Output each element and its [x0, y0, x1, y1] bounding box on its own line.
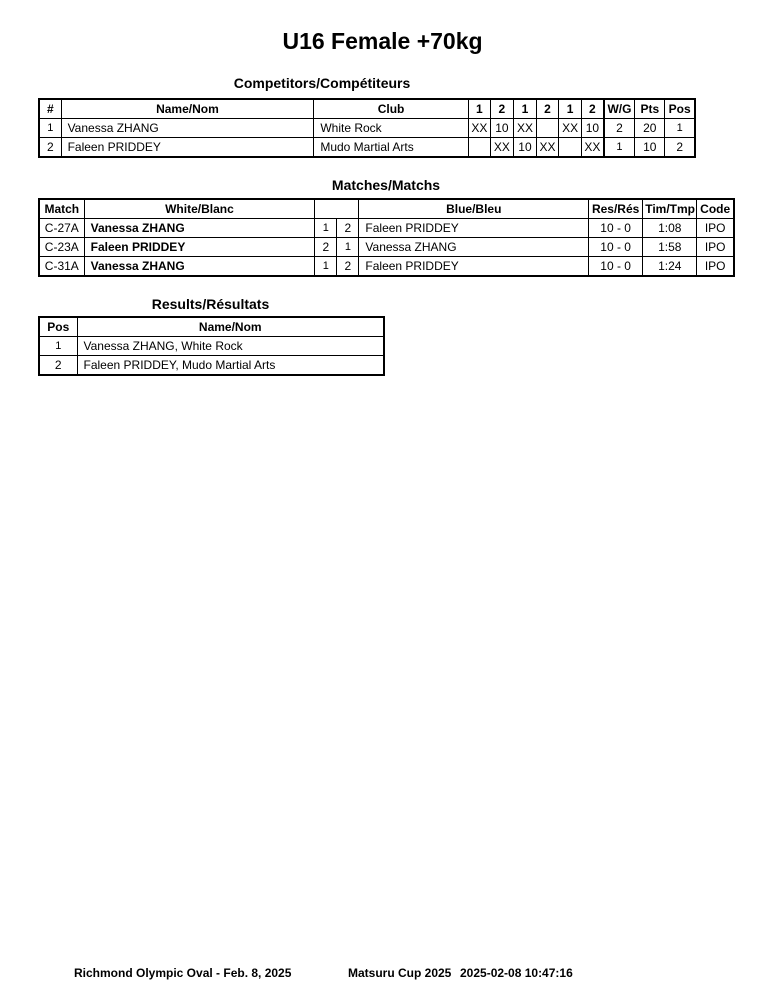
competitors-header-row — [39, 99, 695, 119]
competitor-num: 1 — [39, 119, 61, 138]
match-result: 10 - 0 — [589, 238, 643, 257]
match-white-num: 1 — [315, 257, 337, 277]
competitor-wg: 2 — [604, 119, 635, 138]
match-white-name: Faleen PRIDDEY — [84, 238, 315, 257]
score-cell: XX — [468, 119, 490, 138]
competitor-club: Mudo Martial Arts — [314, 138, 468, 158]
match-white-num: 2 — [315, 238, 337, 257]
score-cell: XX — [582, 138, 604, 158]
col-header-time: Tim/Tmp — [643, 199, 697, 219]
matches-header-row — [39, 199, 734, 219]
score-cell: XX — [490, 138, 513, 158]
table-row — [39, 238, 734, 257]
result-pos: 1 — [39, 337, 77, 356]
table-row — [39, 257, 734, 277]
col-header-score-5: 1 — [559, 99, 582, 119]
match-white-num: 1 — [315, 219, 337, 238]
footer-timestamp: 2025-02-08 10:47:16 — [460, 966, 573, 980]
competitor-name: Vanessa ZHANG — [61, 119, 314, 138]
col-header-num: # — [39, 99, 61, 119]
footer-venue: Richmond Olympic Oval - Feb. 8, 2025 — [74, 966, 292, 980]
competitors-heading: Competitors/Compétiteurs — [233, 75, 411, 91]
match-white-name: Vanessa ZHANG — [84, 219, 315, 238]
competitor-club: White Rock — [314, 119, 468, 138]
competitor-pos: 2 — [665, 138, 695, 158]
footer-event: Matsuru Cup 2025 — [348, 966, 452, 980]
match-code: IPO — [697, 257, 734, 277]
score-cell — [536, 119, 558, 138]
match-blue-name: Vanessa ZHANG — [359, 238, 589, 257]
match-blue-name: Faleen PRIDDEY — [359, 219, 589, 238]
col-header-score-4: 2 — [536, 99, 558, 119]
results-heading: Results/Résultats — [151, 296, 270, 312]
col-header-blue: Blue/Bleu — [359, 199, 589, 219]
col-header-spacer — [315, 199, 337, 219]
table-row — [39, 337, 384, 356]
page-title: U16 Female +70kg — [282, 28, 483, 54]
match-blue-num: 2 — [337, 219, 359, 238]
table-row — [39, 356, 384, 376]
competitor-wg: 1 — [604, 138, 635, 158]
match-id: C-27A — [39, 219, 84, 238]
match-white-name: Vanessa ZHANG — [84, 257, 315, 277]
table-row — [39, 138, 695, 158]
col-header-name: Name/Nom — [61, 99, 314, 119]
col-header-club: Club — [314, 99, 468, 119]
col-header-res: Res/Rés — [589, 199, 643, 219]
match-blue-name: Faleen PRIDDEY — [359, 257, 589, 277]
competitor-num: 2 — [39, 138, 61, 158]
match-result: 10 - 0 — [589, 257, 643, 277]
competitor-pts: 20 — [635, 119, 665, 138]
col-header-wg: W/G — [604, 99, 635, 119]
competitor-name: Faleen PRIDDEY — [61, 138, 314, 158]
col-header-score-1: 1 — [468, 99, 490, 119]
score-cell: 10 — [582, 119, 604, 138]
result-name: Vanessa ZHANG, White Rock — [77, 337, 384, 356]
match-time: 1:08 — [643, 219, 697, 238]
table-row — [39, 219, 734, 238]
matches-heading: Matches/Matchs — [331, 177, 441, 193]
score-cell — [559, 138, 582, 158]
competitors-table — [38, 98, 696, 158]
match-id: C-31A — [39, 257, 84, 277]
col-header-match: Match — [39, 199, 84, 219]
col-header-white: White/Blanc — [84, 199, 315, 219]
table-row — [39, 119, 695, 138]
match-code: IPO — [697, 219, 734, 238]
col-header-pos: Pos — [665, 99, 695, 119]
match-id: C-23A — [39, 238, 84, 257]
col-header-name: Name/Nom — [77, 317, 384, 337]
results-table — [38, 316, 385, 376]
match-blue-num: 2 — [337, 257, 359, 277]
score-cell — [468, 138, 490, 158]
matches-table — [38, 198, 735, 277]
score-cell: XX — [536, 138, 558, 158]
col-header-pos: Pos — [39, 317, 77, 337]
score-cell: XX — [513, 119, 536, 138]
match-time: 1:24 — [643, 257, 697, 277]
match-result: 10 - 0 — [589, 219, 643, 238]
match-blue-num: 1 — [337, 238, 359, 257]
results-header-row — [39, 317, 384, 337]
score-cell: 10 — [513, 138, 536, 158]
competitor-pos: 1 — [665, 119, 695, 138]
match-code: IPO — [697, 238, 734, 257]
col-header-score-6: 2 — [582, 99, 604, 119]
match-time: 1:58 — [643, 238, 697, 257]
competitor-pts: 10 — [635, 138, 665, 158]
col-header-pts: Pts — [635, 99, 665, 119]
score-cell: 10 — [490, 119, 513, 138]
col-header-score-3: 1 — [513, 99, 536, 119]
score-cell: XX — [559, 119, 582, 138]
result-pos: 2 — [39, 356, 77, 376]
col-header-score-2: 2 — [490, 99, 513, 119]
result-name: Faleen PRIDDEY, Mudo Martial Arts — [77, 356, 384, 376]
col-header-code: Code — [697, 199, 734, 219]
col-header-spacer — [337, 199, 359, 219]
